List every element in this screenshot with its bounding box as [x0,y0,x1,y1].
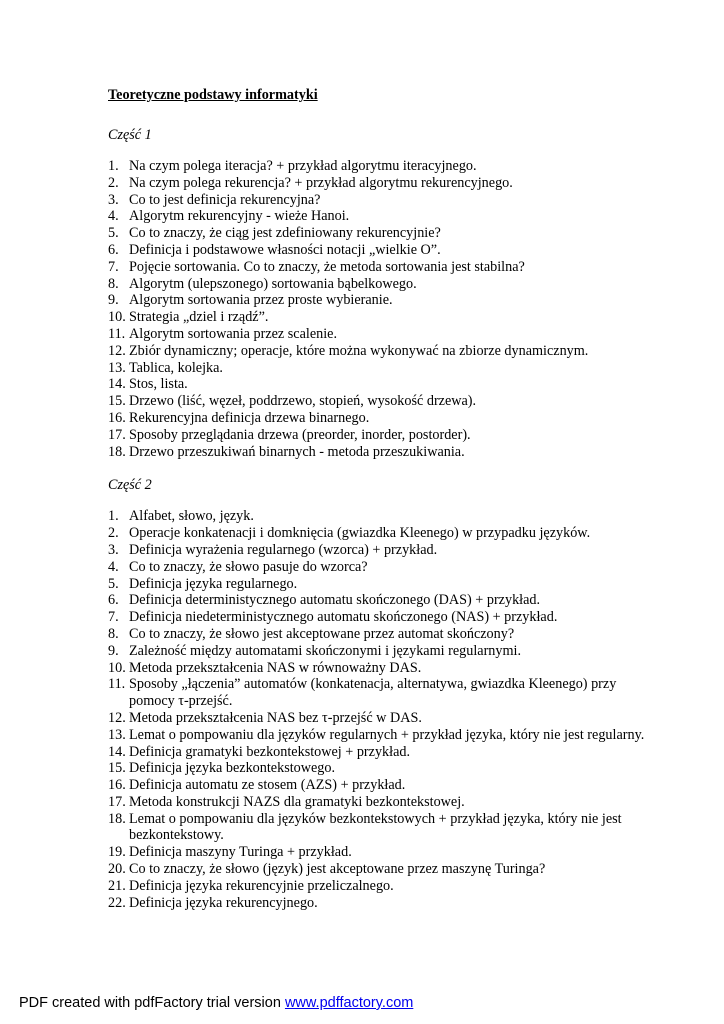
item-number: 17. [108,793,126,810]
list-item [108,643,648,660]
list-item [108,660,648,677]
item-text: Metoda konstrukcji NAZS dla gramatyki bezkontekstowej. [129,793,465,810]
item-text: Zależność między automatami skończonymi i językami regularnymi. [129,642,521,659]
list-item [108,861,648,878]
item-text: Lemat o pompowaniu dla języków regularnych + przykład języka, który nie jest regularny. [129,726,645,743]
item-text: Pojęcie sortowania. Co to znaczy, że metoda sortowania jest stabilna? [129,258,525,275]
item-number: 13. [108,726,126,743]
item-number: 5. [108,575,119,592]
item-number: 3. [108,541,119,558]
list-item [108,760,648,777]
list-item [108,309,648,326]
list-item [108,542,648,559]
item-number: 7. [108,609,119,626]
item-text: Definicja niedeterministycznego automatu skończonego (NAS) + przykład. [129,609,558,626]
list-item [108,326,648,343]
item-text: Tablica, kolejka. [129,359,223,376]
item-number: 8. [108,625,119,642]
item-text: Co to znaczy, że słowo pasuje do wzorca? [129,558,368,575]
item-number: 11. [108,325,126,342]
item-text: Algorytm sortowania przez proste wybieranie. [129,292,393,309]
list-item [108,878,648,895]
part-2-question-list [108,508,648,911]
item-text: Definicja języka bezkontekstowego. [129,760,336,777]
item-text: Co to znaczy, że ciąg jest zdefiniowany rekurencyjnie? [129,225,441,242]
item-number: 10. [108,659,126,676]
item-number: 2. [108,525,119,542]
item-text: Definicja języka rekurencyjnego. [129,894,318,911]
item-number: 7. [108,258,119,275]
list-item [108,410,648,427]
list-item [108,242,648,259]
item-number: 10. [108,309,126,326]
item-number: 12. [108,342,126,359]
list-item [108,592,648,609]
item-text: Co to znaczy, że słowo jest akceptowane przez automat skończony? [129,625,515,642]
item-text: Definicja i podstawowe własności notacji „wielkie O”. [129,241,441,258]
list-item [108,175,648,192]
list-item [108,576,648,593]
item-text: Algorytm sortowania przez scalenie. [129,325,338,342]
item-text: Strategia „dziel i rządź”. [129,309,269,326]
item-number: 19. [108,844,126,861]
item-number: 16. [108,409,126,426]
footer-text: PDF created with pdfFactory trial version [19,995,285,1011]
item-number: 21. [108,877,126,894]
list-item [108,208,648,225]
item-text: Rekurencyjna definicja drzewa binarnego. [129,409,370,426]
item-text: Algorytm (ulepszonego) sortowania bąbelkowego. [129,275,417,292]
list-item [108,777,648,794]
item-number: 14. [108,376,126,393]
item-text: Operacje konkatenacji i domknięcia (gwiazdka Kleenego) w przypadku języków. [129,525,591,542]
list-item [108,276,648,293]
list-item [108,158,648,175]
list-item [108,444,648,461]
list-item [108,727,648,744]
item-number: 8. [108,275,119,292]
item-text: Na czym polega iteracja? + przykład algorytmu iteracyjnego. [129,158,477,174]
list-item [108,895,648,912]
item-text: Definicja maszyny Turinga + przykład. [129,844,352,861]
list-item [108,427,648,444]
item-number: 22. [108,894,126,911]
item-text: Stos, lista. [129,376,188,393]
item-number: 5. [108,225,119,242]
item-number: 11. [108,676,126,693]
item-number: 20. [108,861,126,878]
list-item [108,508,648,525]
item-text: Zbiór dynamiczny; operacje, które można wykonywać na zbiorze dynamicznym. [129,342,589,359]
item-number: 4. [108,558,119,575]
list-item [108,744,648,761]
item-number: 14. [108,743,126,760]
item-number: 6. [108,592,119,609]
item-number: 15. [108,393,126,410]
item-text: Metoda przekształcenia NAS bez τ-przejść w DAS. [129,709,422,726]
pdf-watermark-footer [19,994,413,1012]
item-number: 1. [108,508,119,525]
item-number: 4. [108,208,119,225]
part-2-heading: Część 2 [108,477,152,494]
item-number: 2. [108,174,119,191]
item-text: Drzewo przeszukiwań binarnych - metoda przeszukiwania. [129,443,465,460]
item-number: 13. [108,359,126,376]
list-item [108,376,648,393]
item-text: Definicja gramatyki bezkontekstowej + przykład. [129,743,411,760]
item-number: 17. [108,426,126,443]
list-item [108,559,648,576]
list-item [108,844,648,861]
item-number: 12. [108,709,126,726]
list-item [108,192,648,209]
item-number: 18. [108,443,126,460]
item-text: Sposoby przeglądania drzewa (preorder, inorder, postorder). [129,426,471,443]
item-number: 18. [108,810,126,827]
part-1-heading: Część 1 [108,127,152,143]
list-item [108,811,648,845]
item-text: Definicja języka rekurencyjnie przeliczalnego. [129,877,394,894]
list-item [108,609,648,626]
list-item [108,259,648,276]
item-text: Definicja wyrażenia regularnego (wzorca) + przykład. [129,541,438,558]
item-text: Definicja deterministycznego automatu skończonego (DAS) + przykład. [129,592,541,609]
item-text: Definicja automatu ze stosem (AZS) + przykład. [129,777,406,794]
pdffactory-link[interactable]: www.pdffactory.com [284,995,414,1011]
document-page [108,86,648,911]
item-text: Lemat o pompowaniu dla języków bezkontekstowych + przykład języka, który nie jest bezkontekstowy. [129,810,622,844]
item-number: 9. [108,292,119,309]
list-item [108,794,648,811]
item-text: Algorytm rekurencyjny - wieże Hanoi. [129,208,350,225]
item-number: 3. [108,191,119,208]
list-item [108,626,648,643]
item-number: 16. [108,777,126,794]
list-item [108,393,648,410]
item-text: Co to znaczy, że słowo (język) jest akceptowane przez maszynę Turinga? [129,861,546,878]
list-item [108,360,648,377]
list-item [108,225,648,242]
list-item [108,292,648,309]
item-text: Na czym polega rekurencja? + przykład algorytmu rekurencyjnego. [129,174,513,191]
part-1-question-list [108,158,648,460]
item-text: Co to jest definicja rekurencyjna? [129,191,321,208]
document-title: Teoretyczne podstawy informatyki [108,87,318,103]
list-item [108,710,648,727]
item-text: Metoda przekształcenia NAS w równoważny DAS. [129,659,422,676]
list-item [108,525,648,542]
list-item [108,676,648,710]
item-text: Alfabet, słowo, język. [129,508,254,525]
item-text: Sposoby „łączenia” automatów (konkatenacja, alternatywa, gwiazdka Kleenego) przy pomocy τ-przejść. [129,676,617,710]
item-number: 15. [108,760,126,777]
item-number: 9. [108,642,119,659]
list-item [108,343,648,360]
item-number: 6. [108,241,119,258]
item-number: 1. [108,158,119,174]
item-text: Definicja języka regularnego. [129,575,298,592]
item-text: Drzewo (liść, węzeł, poddrzewo, stopień, wysokość drzewa). [129,393,477,410]
